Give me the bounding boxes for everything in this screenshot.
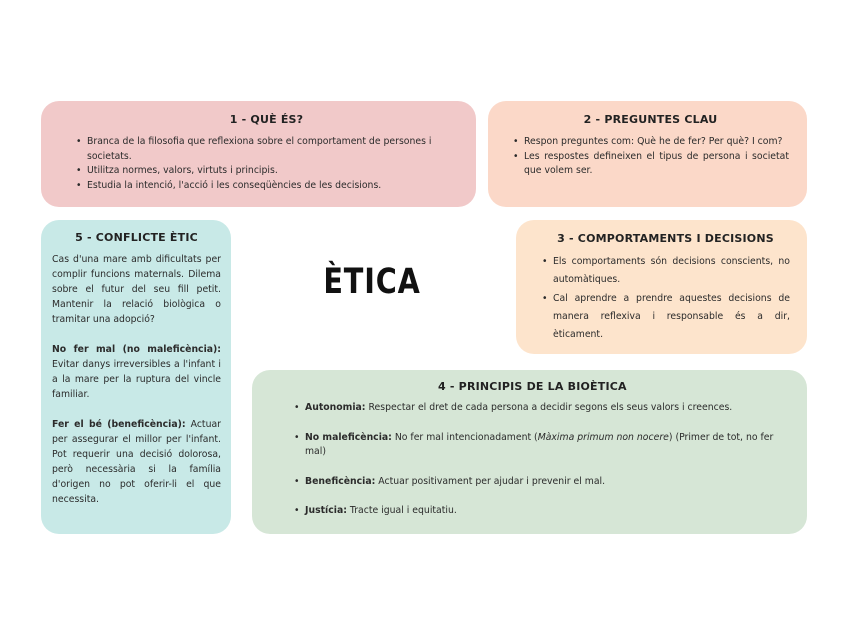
principle-autonomy [293, 401, 779, 416]
card-behaviours-decisions-list [541, 253, 790, 344]
principle-text: Respectar el dret de cada persona a decidir segons els seus valors i creences. [365, 402, 733, 413]
principle-beneficence [293, 475, 779, 490]
card-ethical-conflict-title: 5 - CONFLICTE ÈTIC [75, 231, 198, 244]
principle-term: No maleficència: [305, 431, 392, 443]
option-text: Evitar danys irreversibles a l'infant i a la mare per la ruptura del vincle familiar. [52, 359, 221, 400]
conflict-intro: Cas d'una mare amb dificultats per complir funcions maternals. Dilema sobre el futur del seu fill petit. Mantenir la relació biològica o tramitar una adopció? [52, 254, 221, 325]
card-bioethics-principles [252, 370, 807, 534]
list-item: • Les respostes defineixen el tipus de persona i societat que volem ser. [512, 150, 789, 179]
card-bioethics-principles-title: 4 - PRINCIPIS DE LA BIOÈTICA [438, 380, 627, 393]
principle-justice [293, 504, 779, 519]
conflict-option-beneficence [52, 417, 221, 507]
card-what-is [41, 101, 476, 207]
card-ethical-conflict [41, 220, 231, 534]
principle-text: Tracte igual i equitatiu. [346, 505, 457, 516]
page-title: ÈTICA [323, 262, 421, 302]
list-item: • Branca de la filosofia que reflexiona sobre el comportament de persones i societats. [75, 135, 458, 164]
principle-text: Actuar positivament per ajudar i prevenir el mal. [375, 475, 606, 487]
principle-term: Beneficència: [305, 475, 376, 487]
card-what-is-title: 1 - QUÈ ÉS? [229, 113, 304, 126]
list-item: • Estudia la intenció, l'acció i les conseqüències de les decisions. [75, 179, 458, 194]
principle-term: Autonomia: [305, 402, 366, 413]
card-behaviours-decisions-title: 3 - COMPORTAMENTS I DECISIONS [557, 232, 774, 245]
card-key-questions-list [512, 135, 789, 179]
card-key-questions [488, 101, 807, 207]
list-item: • Cal aprendre a prendre aquestes decisions de manera reflexiva i responsable és a dir, èticament. [541, 290, 790, 345]
principle-maxim: Màxima primum non nocere [537, 431, 669, 443]
principle-non-maleficence [293, 431, 779, 460]
conflict-option-non-maleficence [52, 342, 221, 402]
card-what-is-list [75, 135, 458, 193]
principle-text: No fer mal intencionadament ( [391, 431, 538, 443]
option-term: No fer mal (no maleficència): [52, 344, 221, 355]
principle-term: Justícia: [305, 505, 347, 516]
list-item: • Respon preguntes com: Què he de fer? Per què? I com? [512, 135, 789, 150]
list-item: • Els comportaments són decisions conscients, no automàtiques. [541, 253, 790, 290]
option-term: Fer el bé (beneficència): [52, 419, 186, 430]
card-key-questions-title: 2 - PREGUNTES CLAU [583, 113, 718, 126]
option-text: Actuar per assegurar el millor per l'infant. Pot requerir una decisió dolorosa, però necessària si la família d'origen no pot oferir-li el que necessita. [52, 419, 221, 505]
principle-text: ) (Primer de tot, no fer mal) [305, 431, 774, 457]
card-bioethics-principles-list [293, 401, 779, 519]
list-item: • Utilitza normes, valors, virtuts i principis. [75, 164, 458, 179]
card-behaviours-decisions [516, 220, 807, 354]
